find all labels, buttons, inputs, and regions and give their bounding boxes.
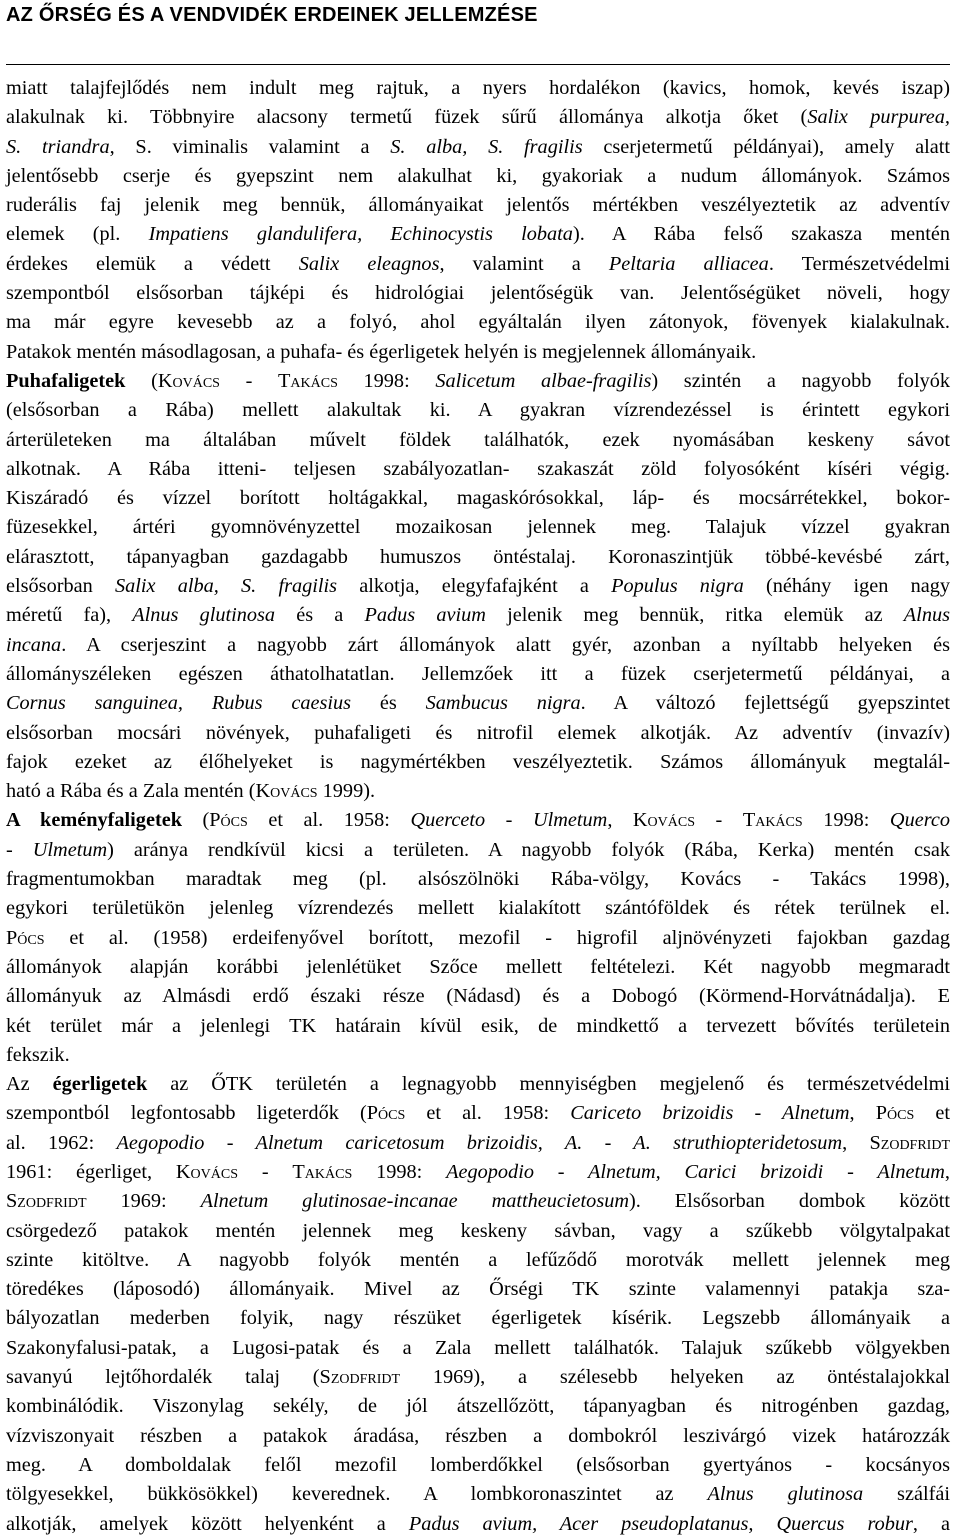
text-line [6, 455, 950, 484]
text-segment: Pócs [6, 926, 45, 949]
text-segment: füzesekkel, ártéri gyomnövényzettel mozaikosan jelennek meg. Talajuk vízzel gyakran [6, 516, 950, 539]
text-segment: , [607, 809, 633, 832]
text-segment: - [695, 809, 743, 832]
text-segment: egykori területükön jelenleg vízrendezés mellett kialakított szántóföldek és rétek terülnek el. [6, 897, 950, 920]
text-segment: ható a Rába és a Zala mentén ( [6, 780, 256, 803]
text-segment: Salix alba, S. fragilis [114, 575, 338, 598]
text-segment: S. triandra [6, 135, 110, 158]
text-segment: Populus nigra [611, 575, 744, 598]
text-line [6, 660, 950, 689]
text-line [6, 1363, 950, 1392]
text-line [6, 279, 950, 308]
text-segment: Padus avium, Acer pseudoplatanus, Quercus robur [408, 1512, 913, 1535]
text-segment: ). A Rába felső szakasza mentén [572, 223, 951, 246]
text-segment: . Természetvédelmi [768, 252, 951, 275]
text-segment: Sambucus nigra [425, 692, 581, 715]
text-line [6, 426, 950, 455]
text-segment: (néhány igen nagy [743, 575, 951, 598]
text-segment: jelenik meg bennük, ritka elemük az [485, 604, 904, 627]
text-segment: Szodfridt [319, 1366, 401, 1389]
text-segment: Salix eleagnos [298, 252, 440, 275]
text-segment: 1998: [337, 369, 436, 392]
text-line [6, 308, 950, 337]
header-divider [6, 64, 950, 65]
text-segment: et al. 1958: [247, 809, 411, 832]
text-line [6, 1070, 950, 1099]
text-line [6, 982, 950, 1011]
text-segment: Cariceto brizoidis - Alnetum [570, 1102, 850, 1125]
text-segment: Aegopodio - Alnetum caricetosum brizoidis, A. - A. struthiopteridetosum [116, 1131, 843, 1154]
text-segment: Salicetum albae-fragilis [435, 369, 652, 392]
text-segment: két terület már a jelenlegi TK határain kívül esik, de mindkettő a tervezett bővítés területein [6, 1014, 950, 1037]
text-segment: fekszik. [6, 1043, 70, 1066]
text-line [6, 543, 950, 572]
text-line [6, 133, 950, 162]
text-segment: Alnetum glutinosae-incanae mattheucietosum [200, 1190, 630, 1213]
text-line [6, 250, 950, 279]
text-segment: Kiszáradó és vízzel borított holtágakkal, magaskórósokkal, láp- és mocsárrétekkel, bokor- [6, 487, 950, 510]
text-line [6, 220, 950, 249]
text-segment: érdekes elemük a védett [6, 252, 299, 275]
text-segment: Szodfridt [6, 1190, 87, 1213]
text-line [6, 924, 950, 953]
text-segment: cserjetermetű példányai), amely alatt [582, 135, 951, 158]
text-segment: fragmentumokban maradtak meg (pl. alsószölnöki Rába-völgy, Kovács - Takács 1998), [6, 868, 950, 891]
text-segment: et al. 1958: [405, 1102, 571, 1125]
text-segment: - Ulmetum [6, 838, 108, 861]
text-segment: Szodfridt [869, 1131, 951, 1154]
text-segment: ( [182, 809, 210, 832]
text-segment: szempontból legfontosabb ligeterdők ( [6, 1102, 367, 1125]
text-segment: alkotja, elegyfafajként a [337, 575, 612, 598]
text-line [6, 572, 950, 601]
text-segment: Padus avium [364, 604, 486, 627]
text-segment: tölgyesekkel, bükkösökkel) keverednek. A lombkoronaszintet az [6, 1483, 708, 1506]
text-segment: szálfái [863, 1483, 950, 1506]
text-segment: incana [6, 633, 62, 656]
text-segment: szempontból elsősorban tájképi és hidrológiai jelentőségük van. Jelentőségüket növeli, hogy [6, 282, 950, 305]
text-segment: (elsősorban a Rába) mellett alakultak ki. A gyakran vízrendezéssel is érintett egykori [6, 399, 950, 422]
text-segment: árterületeken ma általában művelt földek találhatók, ezek nyomásában keskeny sávot [6, 428, 950, 451]
text-segment: 1969: [86, 1190, 201, 1213]
text-segment: 1999). [317, 780, 376, 803]
text-segment: Kovács [255, 780, 318, 803]
text-segment: S. alba, S. fragilis [390, 135, 583, 158]
text-line [6, 396, 950, 425]
text-line [6, 1041, 950, 1070]
text-line [6, 367, 950, 396]
text-line [6, 689, 950, 718]
text-line [6, 631, 950, 660]
text-segment: Az [6, 1073, 53, 1096]
text-segment: Takács [742, 809, 803, 832]
text-line [6, 1392, 950, 1421]
text-line [6, 338, 950, 367]
text-line [6, 1304, 950, 1333]
text-segment: , [944, 1160, 950, 1183]
text-line [6, 1510, 950, 1539]
text-line [6, 806, 950, 835]
text-segment: A keményfaligetek [6, 809, 182, 832]
text-segment: al. 1962: [6, 1131, 117, 1154]
text-line [6, 1158, 950, 1187]
text-segment: Kovács [175, 1160, 238, 1183]
text-line [6, 953, 950, 982]
text-segment: Kovács [157, 369, 220, 392]
text-segment: 1961: égerliget, [6, 1160, 176, 1183]
text-segment: bályozatlan mederben folyik, nagy részüket égerligetek kísérik. Legszebb állományaik a [6, 1307, 950, 1330]
text-line [6, 513, 950, 542]
text-line [6, 601, 950, 630]
text-line [6, 748, 950, 777]
text-segment: 1998: [802, 809, 890, 832]
text-segment: miatt talajfejlődés nem indult meg rajtuk, a nyers hordalékon (kavics, homok, kevés iszap) [6, 77, 950, 99]
text-segment: . A cserjeszint a nagyobb zárt állományok alatt gyér, azonban a nyíltabb helyeken és [61, 633, 950, 656]
text-segment: az ŐTK területén a legnagyobb mennyiségben megjelenő és természetvédelmi [147, 1073, 951, 1096]
text-segment: - [219, 369, 279, 392]
text-segment: és [351, 692, 426, 715]
text-line [6, 865, 950, 894]
text-segment: Alnus glutinosa [707, 1483, 864, 1506]
text-segment: alkotnak. A Rába itteni- teljesen szabályozatlan- szakaszát zöld folyosóként kíséri végig. [6, 457, 950, 480]
text-segment: , S. viminalis valamint a [109, 135, 391, 158]
text-segment: töredékes (láposodó) állományaik. Mivel az Őrségi TK szinte valamennyi patakja sza- [6, 1278, 950, 1301]
text-segment: Pócs [209, 809, 248, 832]
text-segment: ) szintén a nagyobb folyók [651, 369, 950, 392]
text-segment: , a [912, 1512, 951, 1535]
text-line [6, 74, 950, 103]
text-segment: ) aránya rendkívül kicsi a területen. A nagyobb folyók (Rába, Kerka) mentén csak [107, 838, 950, 861]
text-segment: Aegopodio - Alnetum, Carici brizoidi - Alnetum [446, 1160, 945, 1183]
text-segment: , [849, 1102, 876, 1125]
text-segment: elemek (pl. [6, 223, 149, 246]
text-line [6, 1012, 950, 1041]
text-segment: Querco [889, 809, 950, 832]
text-segment: ma már egyre kevesebb az a folyó, ahol egyáltalán ilyen zátonyok, fövenyek kialakulnak. [6, 311, 950, 334]
text-line [6, 1246, 950, 1275]
text-line [6, 1217, 950, 1246]
text-segment: állományok alapján korábbi jelenlétüket Szőce mellett feltételezi. Két nagyobb megmaradt [6, 955, 950, 978]
text-segment: 1969), a szélesebb helyeken az öntéstalajokkal [400, 1366, 950, 1389]
text-line [6, 191, 950, 220]
text-line [6, 836, 950, 865]
text-line [6, 162, 950, 191]
body-text [6, 74, 950, 1539]
text-segment: elárasztott, tápanyagban gazdagabb humuszos öntéstalaj. Koronaszintjük többé-kevésbé zárt, [6, 545, 950, 568]
text-segment: Kovács [632, 809, 696, 832]
text-segment: meg. A domboldalak felől mezofil lomberdőkkel (elsősorban gyertyános - kocsányos [6, 1453, 950, 1476]
text-segment: savanyú lejtőhordalék talaj ( [6, 1366, 320, 1389]
text-segment: ruderális faj jelenik meg bennük, állományaikat jelentős mértékben veszélyeztetik az adventív [6, 194, 950, 217]
text-segment: elsősorban [6, 575, 115, 598]
text-segment: Takács [292, 1160, 353, 1183]
text-line [6, 103, 950, 132]
text-segment: , valamint a [439, 252, 609, 275]
text-segment: et [914, 1102, 950, 1125]
text-line [6, 777, 950, 806]
text-segment: alkotják, amelyek között helyenként a [6, 1512, 409, 1535]
text-segment: kombinálódik. Viszonylag sekély, de jól átszellőzött, tápanyagban és nitrogénben gazdag, [6, 1395, 950, 1418]
text-segment: Takács [278, 369, 338, 392]
text-segment: Alnus [903, 604, 950, 627]
text-segment: vízviszonyait részben a patakok áradása, részben a dombokról leszivárgó vizek határozzák [6, 1424, 950, 1447]
text-line [6, 1129, 950, 1158]
text-segment: Patakok mentén másodlagosan, a puhafa- és égerligetek helyén is megjelennek állományaik. [6, 340, 757, 363]
text-segment: Pócs [366, 1102, 406, 1125]
text-segment: fajok ezeket az élőhelyeket is nagymértékben veszélyeztetik. Számos állományuk megtalál- [6, 750, 950, 773]
text-line [6, 1187, 950, 1216]
text-segment: Impatiens glandulifera, Echinocystis lobata [148, 223, 573, 246]
text-line [6, 719, 950, 748]
text-segment: . A változó fejlettségű gyepszintet [580, 692, 951, 715]
text-line [6, 1099, 950, 1128]
text-segment: Peltaria alliacea [608, 252, 769, 275]
text-segment: és a [275, 604, 365, 627]
text-segment: - [237, 1160, 293, 1183]
text-segment: szinte kitöltve. A nagyobb folyók mentén a lefűződő morotvák mellett jelennek meg [6, 1248, 950, 1271]
text-line [6, 894, 950, 923]
text-segment: et al. (1958) erdeifenyővel borított, mezofil - higrofil aljnövényzeti fajokban gazdag [44, 926, 950, 949]
text-segment: állományuk az Almásdi erdő északi része (Nádasd) és a Dobogó (Körmend-Horvátnádalja). E [6, 985, 950, 1008]
text-segment: 1998: [352, 1160, 447, 1183]
text-segment: Querceto - Ulmetum [410, 809, 608, 832]
text-segment: Szakonyfalusi-patak, a Lugosi-patak és a Zala mellett találhatók. Talajuk szűkebb völgyekben [6, 1336, 950, 1359]
text-segment: ). Elsősorban dombok között [629, 1190, 950, 1213]
text-line [6, 1334, 950, 1363]
text-line [6, 1275, 950, 1304]
text-line [6, 484, 950, 513]
text-line [6, 1422, 950, 1451]
text-segment: , [842, 1131, 870, 1154]
page-header-title: AZ ŐRSÉG ÉS A VENDVIDÉK ERDEINEK JELLEMZÉSE [6, 4, 538, 26]
text-segment: égerligetek [52, 1073, 148, 1096]
text-segment: elsősorban mocsári növények, puhafaligeti és nitrofil elemek alkotják. Az adventív (invazív) [6, 721, 950, 744]
text-segment: csörgedező patakok mentén jelennek meg keskeny sávban, vagy a szűkebb völgytalpakat [6, 1219, 950, 1242]
text-segment: állományszéleken egészen áthatolhatatlan. Jellemzőek itt a füzek cserjetermetű példányai, a [6, 662, 950, 685]
text-segment: méretű fa), [6, 604, 133, 627]
text-segment: Alnus glutinosa [132, 604, 276, 627]
text-segment: ( [125, 369, 158, 392]
text-line [6, 1480, 950, 1509]
text-segment: alakulnak ki. Többnyire alacsony termetű füzek sűrű állománya alkotja őket ( [6, 106, 808, 129]
text-segment: Salix purpurea, [807, 106, 951, 129]
text-line [6, 1451, 950, 1480]
text-segment: jelentősebb cserje és gyepszint nem alakulhat ki, gyakoriak a nudum állományok. Számos [6, 164, 950, 187]
text-segment: Pócs [875, 1102, 915, 1125]
text-segment: Cornus sanguinea, Rubus caesius [6, 692, 352, 715]
text-segment: Puhafaligetek [6, 369, 126, 392]
